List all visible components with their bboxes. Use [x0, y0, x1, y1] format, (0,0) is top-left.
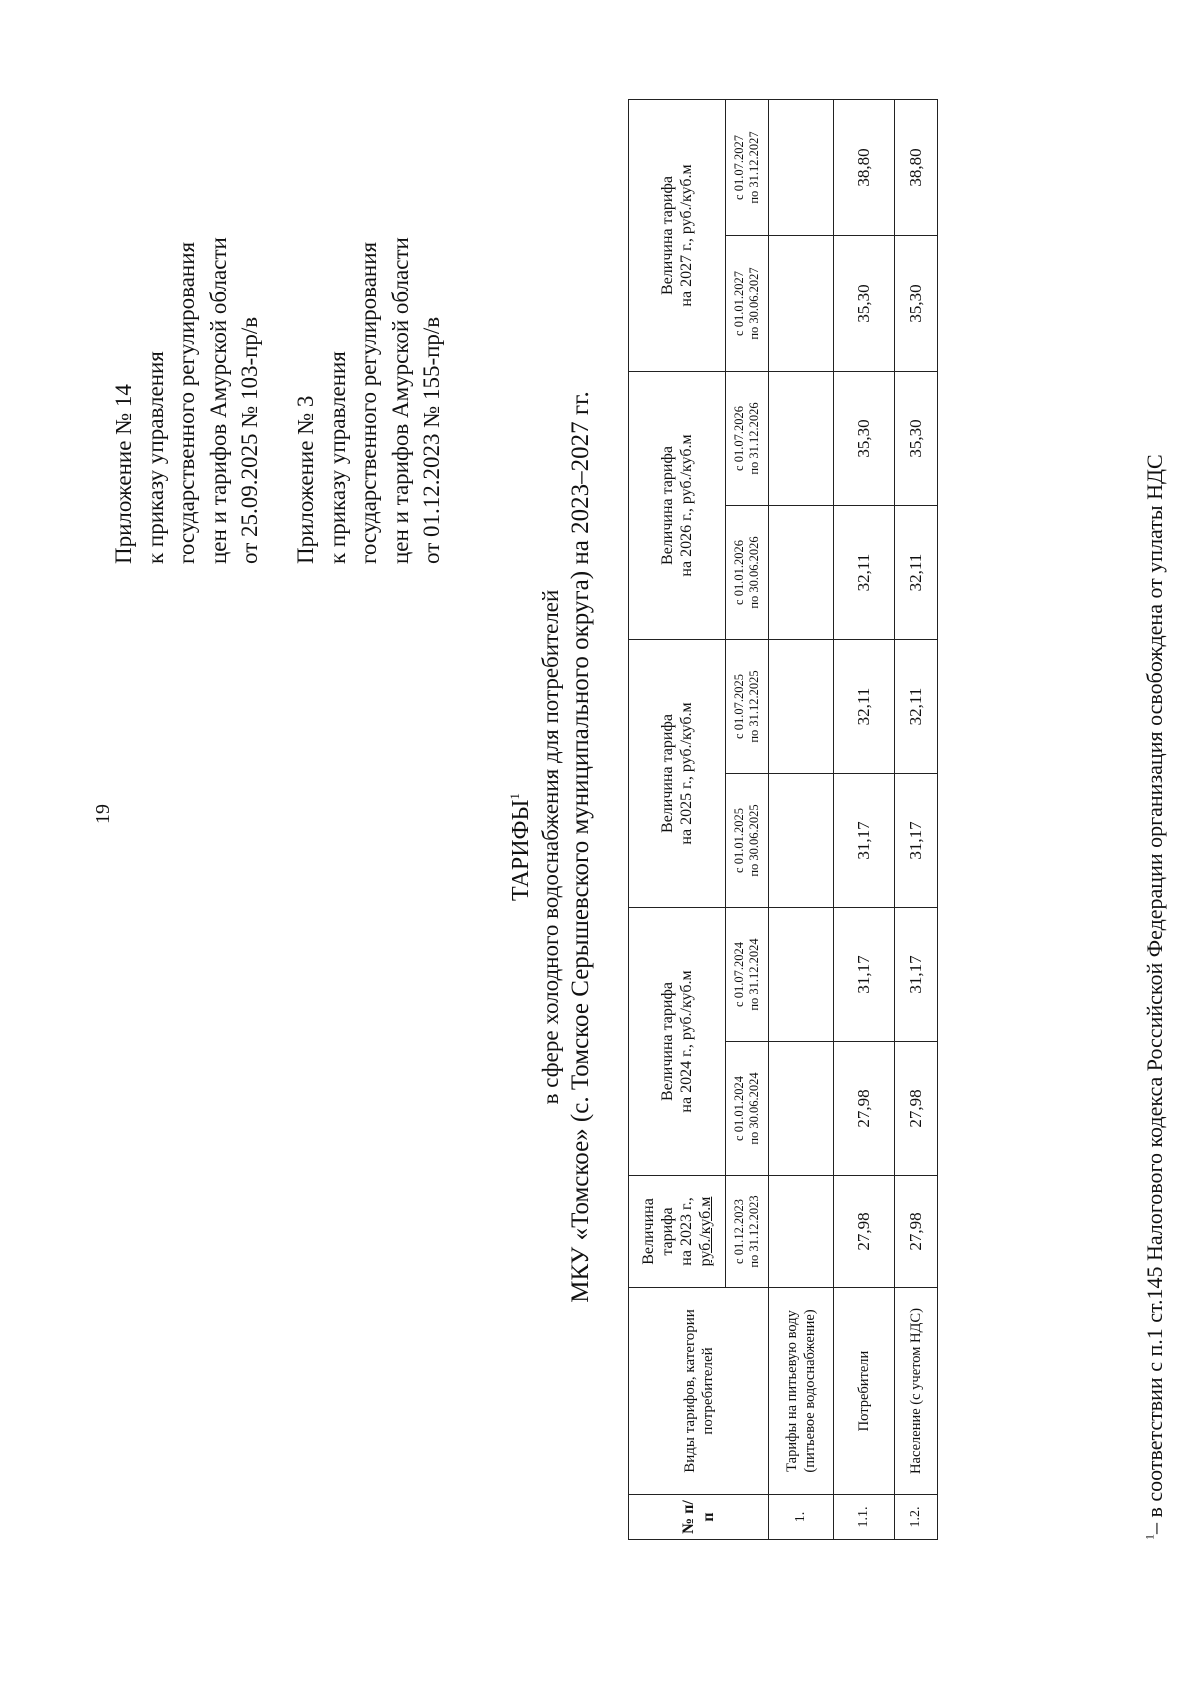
tariff-cell: 27,98 — [895, 1176, 938, 1288]
tariff-cell — [769, 100, 834, 236]
tariff-cell — [769, 372, 834, 506]
header-2024: Величина тарифа на 2024 г., руб./куб.м — [629, 908, 726, 1176]
table-row — [834, 100, 895, 1540]
appendix-line: к приказу управления — [324, 351, 350, 564]
appendix-line: от 25.09.2025 № 103-пр/в — [237, 316, 262, 564]
appendix-line: государственного регулирования — [356, 241, 381, 564]
row-number: 1.2. — [895, 1495, 938, 1540]
appendix-line: от 01.12.2023 № 155-пр/в — [419, 316, 444, 564]
tariff-cell — [769, 1176, 834, 1288]
row-number: 1.1. — [834, 1495, 895, 1540]
title-subtitle-1: в сфере холодного водоснабжения для потребителей — [538, 589, 563, 1105]
table-row — [769, 100, 834, 1540]
page-number: 19 — [92, 804, 114, 824]
header-2027: Величина тарифа на 2027 г., руб./куб.м — [629, 100, 726, 372]
appendix-line: государственного регулирования — [174, 241, 199, 564]
tariff-cell: 32,11 — [834, 506, 895, 640]
appendix-line: к приказу управления — [142, 351, 168, 564]
tariff-cell — [769, 640, 834, 774]
footnote-mark: 1 — [1142, 1534, 1157, 1540]
header-period: с 01.12.2023 по 31.12.2023 — [726, 1176, 769, 1288]
header-period: с 01.01.2024 по 30.06.2024 — [726, 1042, 769, 1176]
appendix-line: цен и тарифов Амурской области — [205, 237, 231, 564]
header-2025: Величина тарифа на 2025 г., руб./куб.м — [629, 640, 726, 908]
tariff-cell: 31,17 — [895, 908, 938, 1042]
tariff-cell: 31,17 — [895, 774, 938, 908]
tariff-cell: 38,80 — [834, 100, 895, 236]
tariff-cell: 35,30 — [895, 236, 938, 372]
tariff-cell — [769, 506, 834, 640]
appendix-header-2 — [290, 104, 448, 564]
row-number: 1. — [769, 1495, 834, 1540]
row-tariff-kind: Население (с учетом НДС) — [895, 1288, 938, 1495]
header-2023: Величина тарифа на 2023 г., руб./куб.м — [629, 1176, 726, 1288]
header-period: с 01.01.2027 по 30.06.2027 — [726, 236, 769, 372]
footnote-text: – в соответствии с п.1 ст.145 Налогового кодекса Российской Федерации организация освобождена от уплаты НДС — [1142, 454, 1167, 1534]
tariff-cell — [769, 236, 834, 372]
tariff-cell — [769, 1042, 834, 1176]
header-number: № п/п — [629, 1495, 769, 1540]
tariff-cell: 32,11 — [834, 640, 895, 774]
title-main: ТАРИФЫ$^1$ — [507, 793, 534, 901]
row-tariff-kind: Потребители — [834, 1288, 895, 1495]
tariff-cell: 27,98 — [895, 1042, 938, 1176]
tariff-cell: 35,30 — [895, 372, 938, 506]
tariff-cell: 31,17 — [834, 908, 895, 1042]
tariff-cell — [769, 908, 834, 1042]
header-period: с 01.07.2025 по 31.12.2025 — [726, 640, 769, 774]
footnote — [1142, 454, 1168, 1540]
header-period: с 01.01.2026 по 30.06.2026 — [726, 506, 769, 640]
tariff-cell: 27,98 — [834, 1176, 895, 1288]
table-row — [895, 100, 938, 1540]
row-tariff-kind: Тарифы на питьевую воду (питьевое водоснабжение) — [769, 1288, 834, 1495]
title-footnote-mark: 1 — [507, 793, 522, 800]
appendix-line: Приложение № 3 — [293, 395, 318, 564]
header-period: с 01.01.2025 по 30.06.2025 — [726, 774, 769, 908]
header-period: с 01.07.2026 по 31.12.2026 — [726, 372, 769, 506]
header-2026: Величина тарифа на 2026 г., руб./куб.м — [629, 372, 726, 640]
appendix-line: цен и тарифов Амурской области — [387, 237, 413, 564]
header-tariff-kind: Виды тарифов, категории потребителей — [629, 1288, 769, 1495]
tariff-cell: 35,30 — [834, 236, 895, 372]
tariff-cell: 38,80 — [895, 100, 938, 236]
tariff-cell: 27,98 — [834, 1042, 895, 1176]
header-period: с 01.07.2024 по 31.12.2024 — [726, 908, 769, 1042]
document-title — [500, 0, 596, 1694]
tariff-cell: 32,11 — [895, 640, 938, 774]
title-subtitle-2: МКУ «Томское» (с. Томское Серышевского муниципального округа) на 2023–2027 гг. — [567, 391, 594, 1303]
tariff-cell: 35,30 — [834, 372, 895, 506]
tariff-cell: 32,11 — [895, 506, 938, 640]
appendix-header-1 — [108, 104, 266, 564]
tariff-cell — [769, 774, 834, 908]
header-period: с 01.07.2027 по 31.12.2027 — [726, 100, 769, 236]
tariffs-table — [628, 99, 938, 1540]
appendix-line: Приложение № 14 — [111, 384, 136, 564]
tariff-cell: 31,17 — [834, 774, 895, 908]
